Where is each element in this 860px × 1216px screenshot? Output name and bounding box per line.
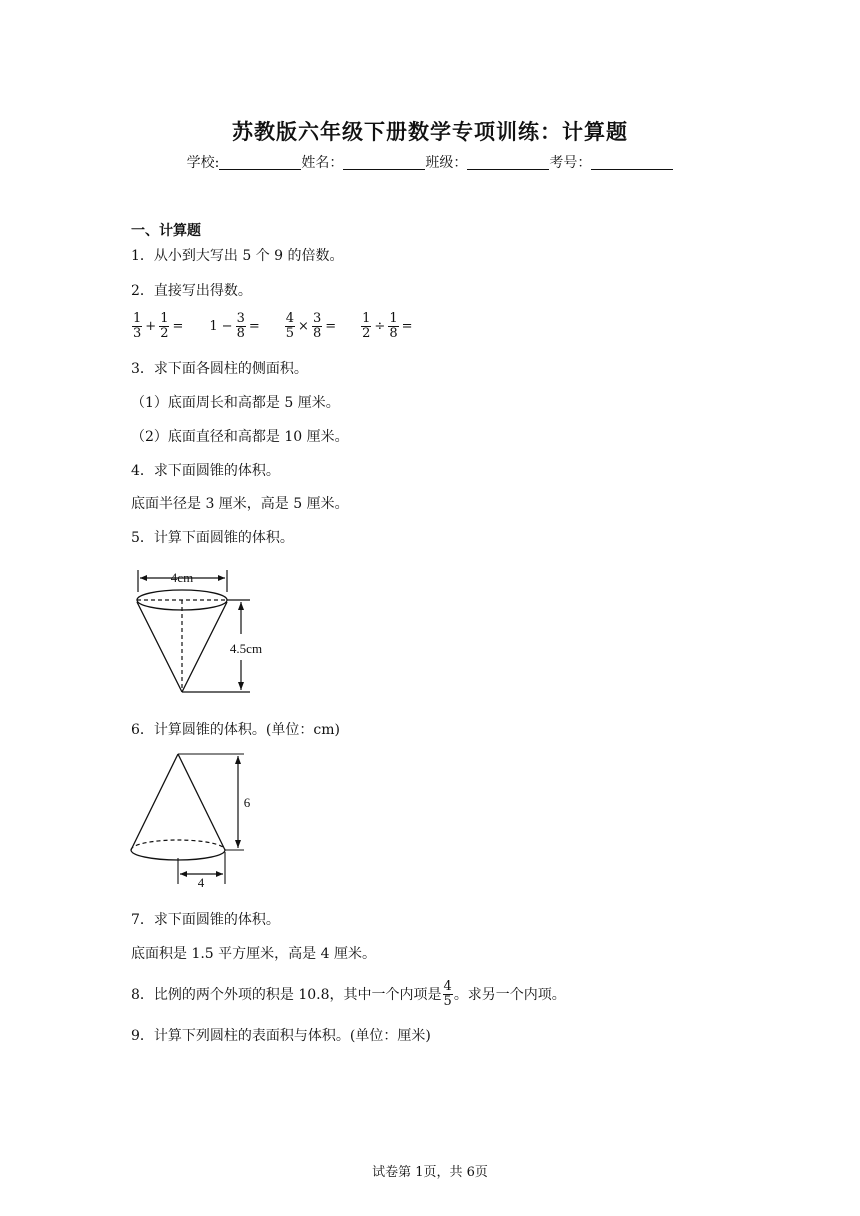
fraction: $\frac{1}{3}$	[133, 311, 142, 341]
question-1: 1．从小到大写出 5 个 9 的倍数。	[131, 248, 344, 264]
question-4-detail: 底面半径是 3 厘米，高是 5 厘米。	[131, 496, 349, 512]
student-info-line	[0, 152, 860, 172]
fraction: $\frac{4}{5}$	[285, 311, 295, 341]
fraction: $\frac{1}{2}$	[160, 311, 169, 341]
fraction: $\frac{3}{8}$	[236, 311, 245, 341]
question-3: 3．求下面各圆柱的侧面积。	[131, 361, 308, 377]
question-5: 5．计算下面圆锥的体积。	[131, 530, 294, 546]
question-3-part-2: （2）底面直径和高都是 10 厘米。	[131, 429, 349, 445]
page-title: 苏教版六年级下册数学专项训练：计算题	[232, 119, 628, 144]
question-6: 6．计算圆锥的体积。(单位：cm)	[131, 722, 340, 738]
fraction: $\frac{3}{8}$	[312, 311, 322, 341]
fraction: $\frac{4}{5}$	[443, 979, 452, 1009]
section-heading: 一、计算题	[131, 223, 201, 239]
fraction: $\frac{1}{2}$	[362, 311, 371, 341]
page-footer: 试卷第 1页，共 6页	[372, 1165, 488, 1180]
mental-math-row	[131, 312, 437, 341]
cone1-diameter-label: 4cm	[170, 570, 194, 585]
question-4: 4．求下面圆锥的体积。	[131, 463, 280, 479]
school-label: 学校:	[186, 155, 220, 171]
expression-4: $\frac{1}{2}$ ÷ $\frac{1}{8}$ =	[362, 311, 413, 341]
number-blank[interactable]	[591, 155, 673, 170]
inverted-cone-figure	[130, 562, 280, 702]
question-8	[131, 980, 566, 1009]
expression-3: $\frac{4}{5}$ × $\frac{3}{8}$ =	[285, 311, 337, 341]
question-8-text-after: 。求另一个内项。	[453, 986, 566, 1003]
question-9: 9．计算下列圆柱的表面积与体积。(单位：厘米)	[131, 1028, 431, 1044]
cone2-height-label: 6	[243, 795, 251, 810]
number-label: 考号：	[549, 155, 592, 171]
cone2-radius-label: 4	[197, 875, 205, 890]
question-3-part-1: （1）底面周长和高都是 5 厘米。	[131, 395, 340, 411]
cone1-height-label: 4.5cm	[229, 641, 263, 656]
upright-cone-figure	[128, 750, 258, 890]
expression-1: $\frac{1}{3}$ + $\frac{1}{2}$ =	[133, 311, 184, 341]
question-7-detail: 底面积是 1.5 平方厘米，高是 4 厘米。	[131, 946, 376, 962]
question-7: 7．求下面圆锥的体积。	[131, 912, 280, 928]
school-blank[interactable]	[219, 155, 301, 170]
question-2: 2．直接写出得数。	[131, 283, 252, 299]
fraction: $\frac{1}{8}$	[389, 311, 398, 341]
name-blank[interactable]	[343, 155, 425, 170]
expression-2: 1 − $\frac{3}{8}$ =	[209, 311, 260, 341]
question-8-text-before: 8．比例的两个外项的积是 10.8，其中一个内项是	[131, 986, 442, 1003]
class-label: 班级：	[425, 155, 468, 171]
class-blank[interactable]	[467, 155, 549, 170]
name-label: 姓名：	[301, 155, 344, 171]
